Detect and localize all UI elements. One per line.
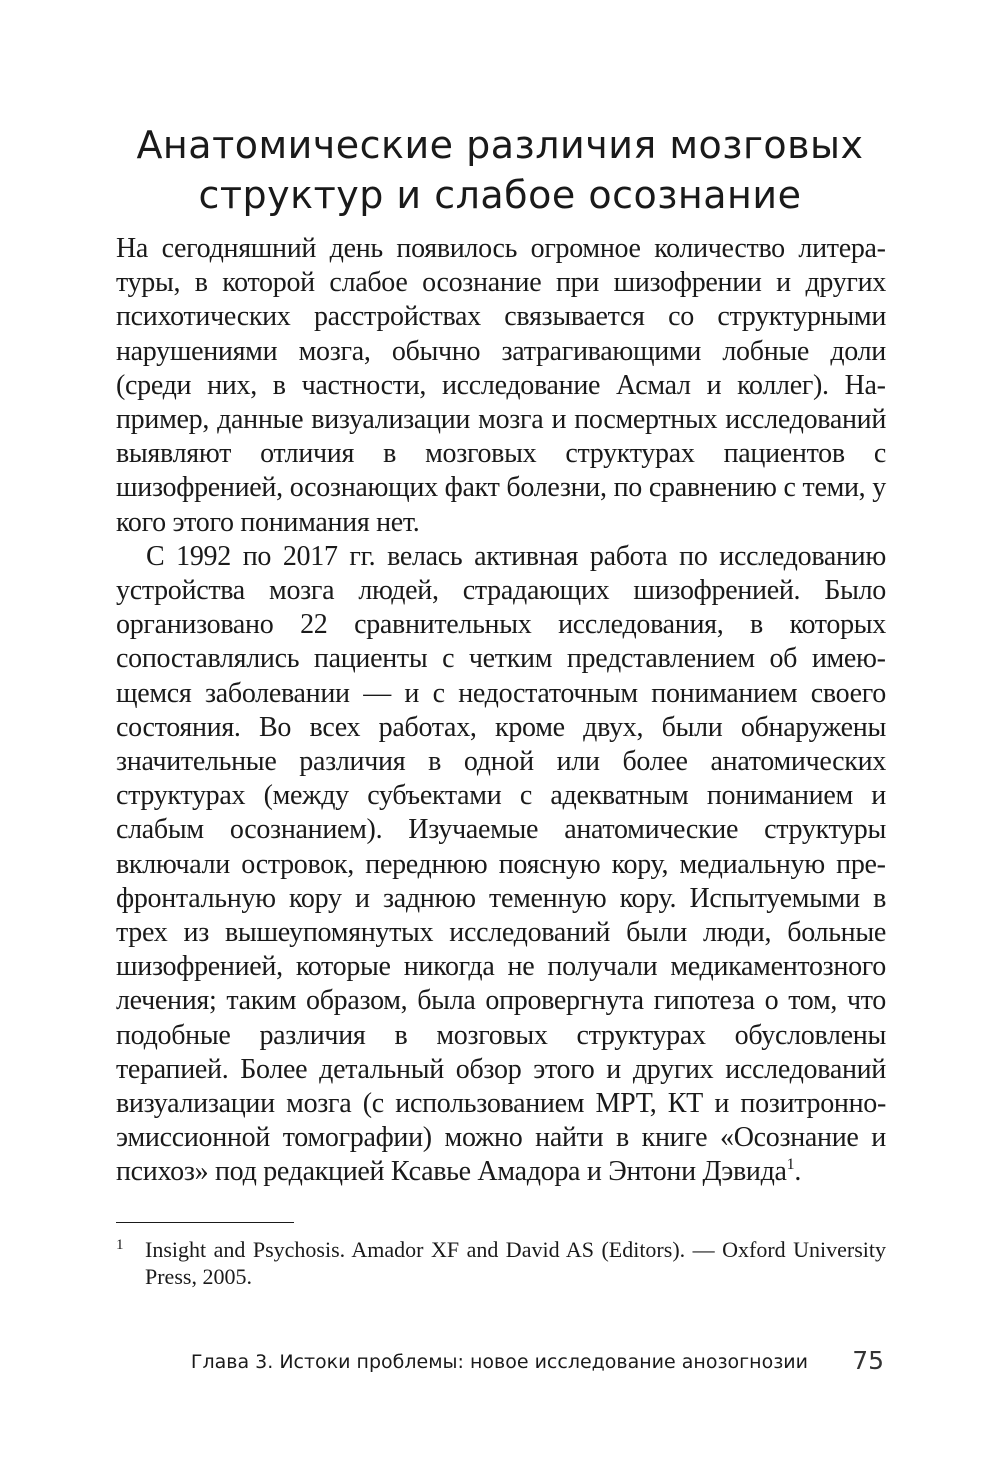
footnote-text: Insight and Psychosis. Amador XF and David AS (Editors). — Oxford University Press, 2005. [145,1237,886,1289]
paragraph-1 [116,232,886,540]
paragraph-2 [116,540,886,1190]
footnote-reference: 1 [786,1156,795,1174]
section-heading-line-2: структур и слабое осознание [198,173,802,217]
paragraph-2-end: . [794,1156,802,1188]
body-text [116,232,886,1190]
footnote-separator [116,1222,294,1223]
paragraph-1-text: На сегодняшний день появилось огромное количество литературы, в которой слабое осознание при шизофрении и других психотических расстройствах связывается со структурными нарушениями мозга, обычно затрагивающими лобные доли (среди них, в частности, исследование Асмал и коллег). Например, данные визуализации мозга и посмертных исследований выявляют отличия в мозговых структурах пациентов с шизофренией, осознающих факт болезни, по сравнению с теми, у кого этого понимания нет. [116,233,886,538]
page-number: 75 [852,1346,884,1375]
running-footer [116,1346,886,1380]
footnote-number: 1 [116,1237,124,1253]
section-heading [100,120,900,220]
footer-chapter-title: Глава 3. Истоки проблемы: новое исследование анозогнозии [190,1351,808,1373]
paragraph-2-text: С 1992 по 2017 гг. велась активная работа по исследованию устройства мозга людей, страдающих шизофренией. Было организовано 22 сравнительных исследования, в которых сопоставлялись пациенты с четким представлением об имеющемся заболевании — и с недостаточным пониманием своего состояния. Во всех работах, кроме двух, были обнаружены значительные различия в одной или более анатомических структурах (между субъектами с адекватным пониманием и слабым осознанием). Изучаемые анатомические структуры включали островок, переднюю поясную кору, медиальную префронтальную кору и заднюю теменную кору. Испытуемыми в трех из вышеупомянутых исследований были люди, больные шизофренией, которые никогда не получали медикаментозного лечения; таким образом, была опровергнута гипотеза о том, что подобные различия в мозговых структурах обусловлены терапией. Более детальный обзор этого и других исследований визуализации мозга (с использованием МРТ, КТ и позитронно-эмиссионной томографии) можно найти в книге «Осознание и психоз» под редакцией Ксавье Амадора и Энтони Дэвида [116,540,886,1188]
footnote [116,1236,886,1290]
section-heading-line-1: Анатомические различия мозговых [136,123,864,167]
